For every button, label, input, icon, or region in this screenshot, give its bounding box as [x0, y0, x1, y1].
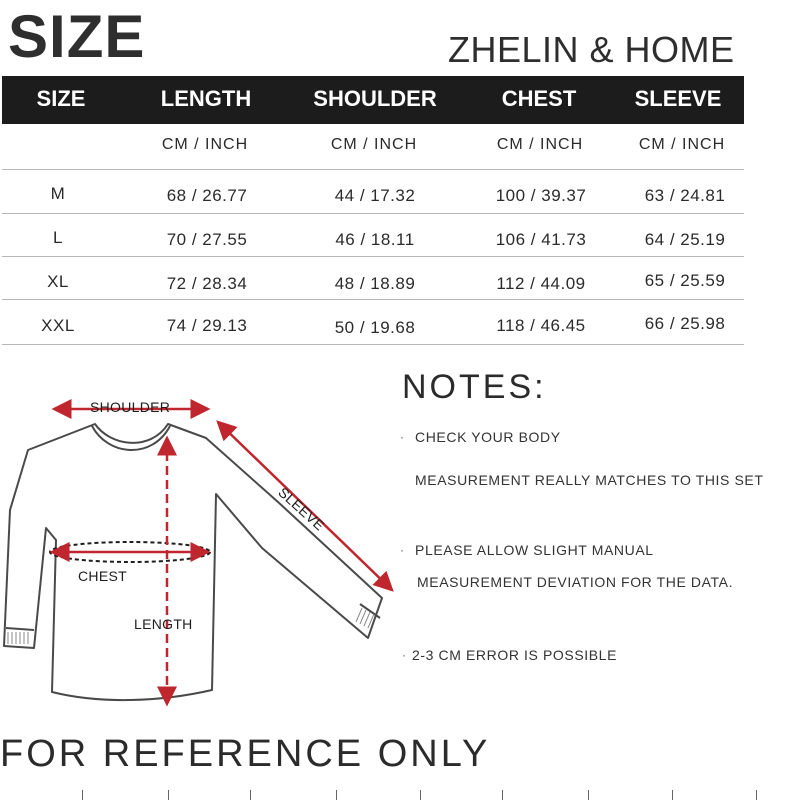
- unit-label-length: CM / INCH: [161, 136, 249, 153]
- column-header-size: SIZE: [36, 86, 86, 111]
- sleeve-label: SLEEVE: [275, 484, 328, 534]
- unit-label-shoulder: CM / INCH: [330, 136, 418, 153]
- unit-label-sleeve: CM / INCH: [638, 136, 726, 153]
- length-cell: 72 / 28.34: [166, 274, 248, 293]
- shoulder-cell: 48 / 18.89: [334, 274, 416, 293]
- shoulder-cell: 46 / 18.11: [335, 230, 415, 249]
- size-table-header: [2, 76, 744, 124]
- row-divider: [2, 213, 744, 214]
- row-divider: [2, 256, 744, 257]
- note-line: 2-3 CM ERROR IS POSSIBLE: [412, 647, 618, 663]
- length-cell: 74 / 29.13: [166, 316, 248, 335]
- length-cell: 68 / 26.77: [166, 186, 248, 205]
- shoulder-cell: 44 / 17.32: [334, 186, 416, 205]
- size-cell: L: [53, 228, 63, 247]
- chest-cell: 100 / 39.37: [495, 186, 587, 205]
- size-cell: XXL: [41, 316, 75, 335]
- chest-cell: 106 / 41.73: [495, 230, 587, 249]
- footer-disclaimer: FOR REFERENCE ONLY: [0, 733, 491, 775]
- sleeve-cell: 64 / 25.19: [644, 230, 726, 249]
- sleeve-cell: 65 / 25.59: [644, 271, 726, 290]
- ruler-ticks: [0, 790, 800, 800]
- column-header-length: LENGTH: [160, 86, 252, 111]
- sleeve-cell: 66 / 25.98: [644, 314, 726, 333]
- column-header-chest: CHEST: [501, 86, 577, 111]
- brand-name: ZHELIN & HOME: [448, 29, 735, 70]
- row-divider: [2, 169, 744, 170]
- column-header-sleeve: SLEEVE: [634, 86, 722, 111]
- unit-label-chest: CM / INCH: [496, 136, 584, 153]
- shirt-outline-illustration: [0, 390, 400, 720]
- length-label: LENGTH: [134, 616, 193, 632]
- shoulder-label: SHOULDER: [90, 399, 171, 415]
- notes-title: NOTES:: [402, 368, 547, 406]
- note-bullet: ·: [400, 543, 404, 557]
- note-line: PLEASE ALLOW SLIGHT MANUAL: [415, 542, 654, 558]
- size-cell: XL: [47, 272, 69, 291]
- sleeve-cell: 63 / 24.81: [644, 186, 726, 205]
- length-cell: 70 / 27.55: [166, 230, 248, 249]
- page-title: SIZE: [8, 3, 146, 70]
- column-header-shoulder: SHOULDER: [313, 86, 437, 111]
- chest-label: CHEST: [78, 568, 127, 584]
- chest-cell: 112 / 44.09: [496, 274, 586, 293]
- note-line: CHECK YOUR BODY: [415, 429, 561, 445]
- note-line: MEASUREMENT DEVIATION FOR THE DATA.: [417, 574, 734, 590]
- note-bullet: ·: [400, 430, 404, 444]
- note-line: MEASUREMENT REALLY MATCHES TO THIS SET: [415, 472, 764, 488]
- row-divider: [2, 344, 744, 345]
- note-bullet: ·: [402, 648, 406, 662]
- shirt-measurement-diagram: [0, 390, 400, 720]
- chest-cell: 118 / 46.45: [496, 316, 586, 335]
- row-divider: [2, 299, 744, 300]
- size-cell: M: [50, 184, 66, 203]
- shoulder-cell: 50 / 19.68: [334, 318, 416, 337]
